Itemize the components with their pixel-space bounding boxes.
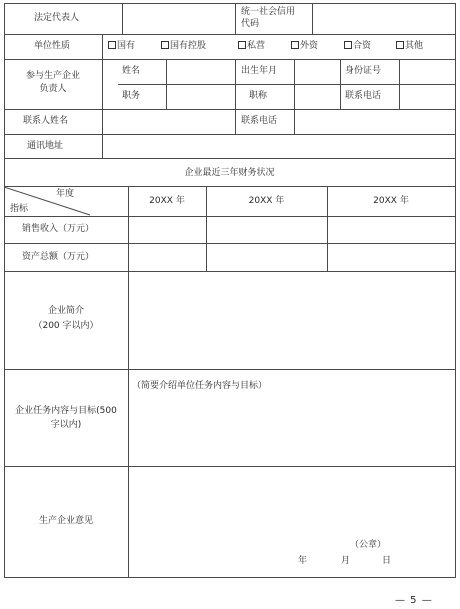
year-word: 年 — [298, 556, 308, 566]
year-header: 年度 — [56, 189, 75, 199]
responsible-person-label: 参与生产企业 — [25, 71, 80, 81]
grid-line — [294, 109, 295, 134]
grid-line — [102, 109, 103, 134]
grid-line — [102, 34, 103, 59]
grid-line — [4, 3, 455, 4]
option-label: 国有控股 — [170, 41, 207, 51]
title-label: 职称 — [249, 91, 268, 101]
grid-line — [4, 271, 455, 272]
intro-label: 企业简介 — [47, 306, 84, 316]
credit-code-label-2: 代码 — [241, 19, 260, 29]
contact-name-label: 联系人姓名 — [23, 116, 69, 126]
grid-line — [4, 109, 455, 110]
checkbox[interactable] — [396, 41, 404, 49]
finance-heading: 企业最近三年财务状况 — [184, 168, 275, 178]
post-label: 职务 — [122, 91, 141, 101]
grid-line — [4, 577, 456, 578]
unit-nature-label: 单位性质 — [34, 41, 71, 51]
grid-line — [235, 3, 236, 34]
phone-label: 联系电话 — [345, 91, 382, 101]
grid-line — [399, 59, 400, 109]
checkbox[interactable] — [161, 41, 169, 49]
grid-line — [340, 59, 341, 109]
option-joint-venture[interactable] — [344, 41, 371, 52]
name-label: 姓名 — [122, 66, 141, 76]
index-header: 指标 — [10, 204, 29, 214]
contact-phone-label: 联系电话 — [241, 116, 278, 126]
option-state-controlled[interactable] — [161, 41, 206, 52]
page-number: — 5 — — [395, 595, 433, 606]
responsible-person-label-2: 负责人 — [39, 84, 67, 94]
checkbox[interactable] — [291, 41, 299, 49]
year-col-1: 20XX 年 — [149, 196, 185, 206]
intro-limit: （200 字以内） — [33, 321, 99, 331]
option-foreign[interactable] — [291, 41, 318, 52]
option-private[interactable] — [238, 41, 265, 52]
grid-line — [294, 59, 295, 109]
option-label: 私营 — [247, 41, 266, 51]
seal-label: （公章） — [350, 540, 387, 550]
opinion-label: 生产企业意见 — [38, 516, 93, 526]
legal-rep-label: 法定代表人 — [34, 13, 80, 23]
task-hint: （简要介绍单位任务内容与目标） — [132, 381, 268, 391]
option-label: 外资 — [300, 41, 319, 51]
grid-line — [4, 466, 455, 467]
option-label: 合资 — [353, 41, 372, 51]
grid-line — [122, 3, 123, 34]
grid-line — [128, 271, 129, 578]
grid-line — [4, 243, 455, 244]
task-limit: 字以内) — [50, 420, 82, 430]
grid-line — [4, 59, 455, 60]
option-state-owned[interactable] — [108, 41, 135, 52]
checkbox[interactable] — [344, 41, 352, 49]
grid-line — [102, 134, 103, 158]
grid-line — [4, 369, 455, 370]
sales-label: 销售收入（万元） — [22, 224, 95, 234]
id-number-label: 身份证号 — [345, 66, 382, 76]
year-col-2: 20XX 年 — [248, 196, 285, 206]
grid-line — [235, 109, 236, 134]
assets-label: 资产总额（万元） — [22, 252, 95, 262]
grid-line — [166, 59, 167, 109]
year-col-3: 20XX 年 — [373, 196, 409, 206]
task-label: 企业任务内容与目标(500 — [15, 406, 117, 416]
option-other[interactable] — [396, 41, 423, 52]
option-label: 国有 — [117, 41, 136, 51]
grid-line — [455, 3, 456, 578]
grid-line — [235, 59, 236, 109]
grid-line — [4, 134, 455, 135]
grid-line — [4, 158, 455, 159]
option-label: 其他 — [405, 41, 424, 51]
checkbox[interactable] — [238, 41, 246, 49]
grid-line — [102, 59, 103, 109]
birth-label: 出生年月 — [241, 66, 278, 76]
month-word: 月 — [341, 556, 351, 566]
checkbox[interactable] — [108, 41, 116, 49]
day-word: 日 — [382, 556, 392, 566]
address-label: 通讯地址 — [27, 141, 64, 151]
grid-line — [4, 34, 455, 35]
grid-line — [312, 3, 313, 34]
credit-code-label: 统一社会信用 — [241, 7, 296, 17]
grid-line — [118, 84, 455, 85]
application-form — [4, 3, 455, 578]
